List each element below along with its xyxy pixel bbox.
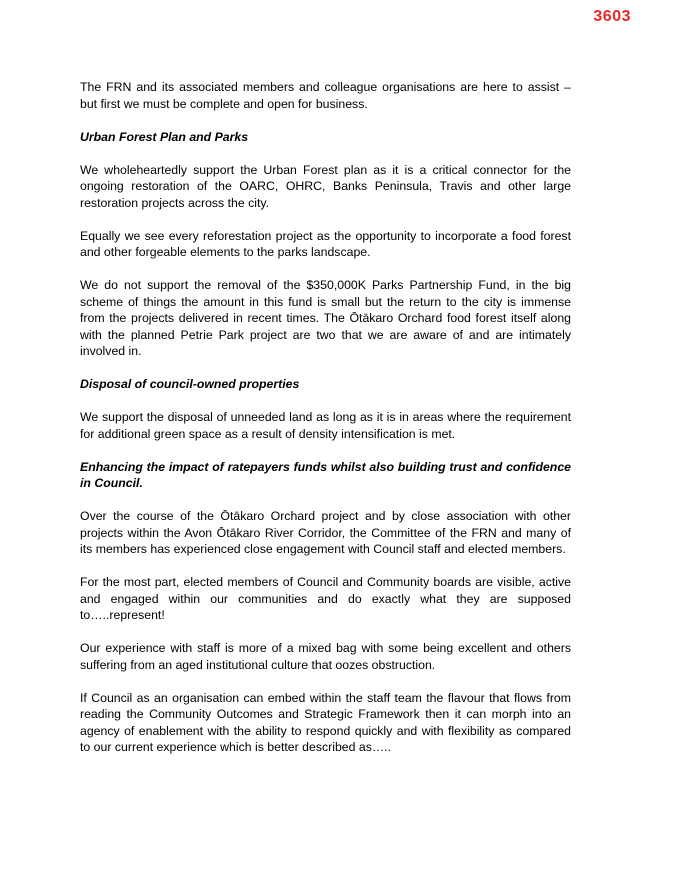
paragraph-urban-forest-support: We wholeheartedly support the Urban Forest plan as it is a critical connector for the ongoing restoration of the OARC, OHRC, Banks Peninsula, Travis and other large restoration projects across the city. [80, 162, 571, 210]
paragraph-elected-members: For the most part, elected members of Council and Community boards are visible, active and engaged within our communities and do exactly what they are supposed to…..represent! [80, 575, 571, 622]
paragraph-parks-partnership-fund: We do not support the removal of the $350,000K Parks Partnership Fund, in the big scheme of things the amount in this fund is small but the return to the city is immense from the projects delivered in recent times. The Ōtākaro Orchard food forest itself along with the planned Petrie Park project are two that we are aware of and are intimately involved in. [80, 278, 571, 358]
section-heading-urban-forest: Urban Forest Plan and Parks [80, 129, 249, 144]
page-number: 3603 [593, 8, 631, 25]
paragraph-staff-experience: Our experience with staff is more of a mixed bag with some being excellent and others suffering from an aged institutional culture that oozes obstruction. [80, 641, 571, 672]
paragraph-disposal-support: We support the disposal of unneeded land as long as it is in areas where the requirement for additional green space as a result of density intensification is met. [80, 410, 571, 441]
paragraph-enablement: If Council as an organisation can embed within the staff team the flavour that flows from reading the Community Outcomes and Strategic Framework then it can morph into an agency of enablement with the ability to respond quickly and with flexibility as compared to our current experience which is better described as….. [80, 690, 571, 754]
section-heading-enhancing-impact: Enhancing the impact of ratepayers funds whilst also building trust and confidence in Council. [80, 459, 571, 490]
section-heading-disposal: Disposal of council-owned properties [80, 377, 300, 391]
paragraph-intro: The FRN and its associated members and colleague organisations are here to assist – but first we must be complete and open for business. [80, 80, 571, 111]
paragraph-engagement: Over the course of the Ōtākaro Orchard project and by close association with other projects within the Avon Ōtākaro River Corridor, the Committee of the FRN and many of its members has experienced close engagement with Council staff and elected members. [80, 509, 571, 556]
document-body [80, 79, 571, 772]
paragraph-reforestation: Equally we see every reforestation project as the opportunity to incorporate a food forest and other forgeable elements to the parks landscape. [80, 228, 571, 259]
